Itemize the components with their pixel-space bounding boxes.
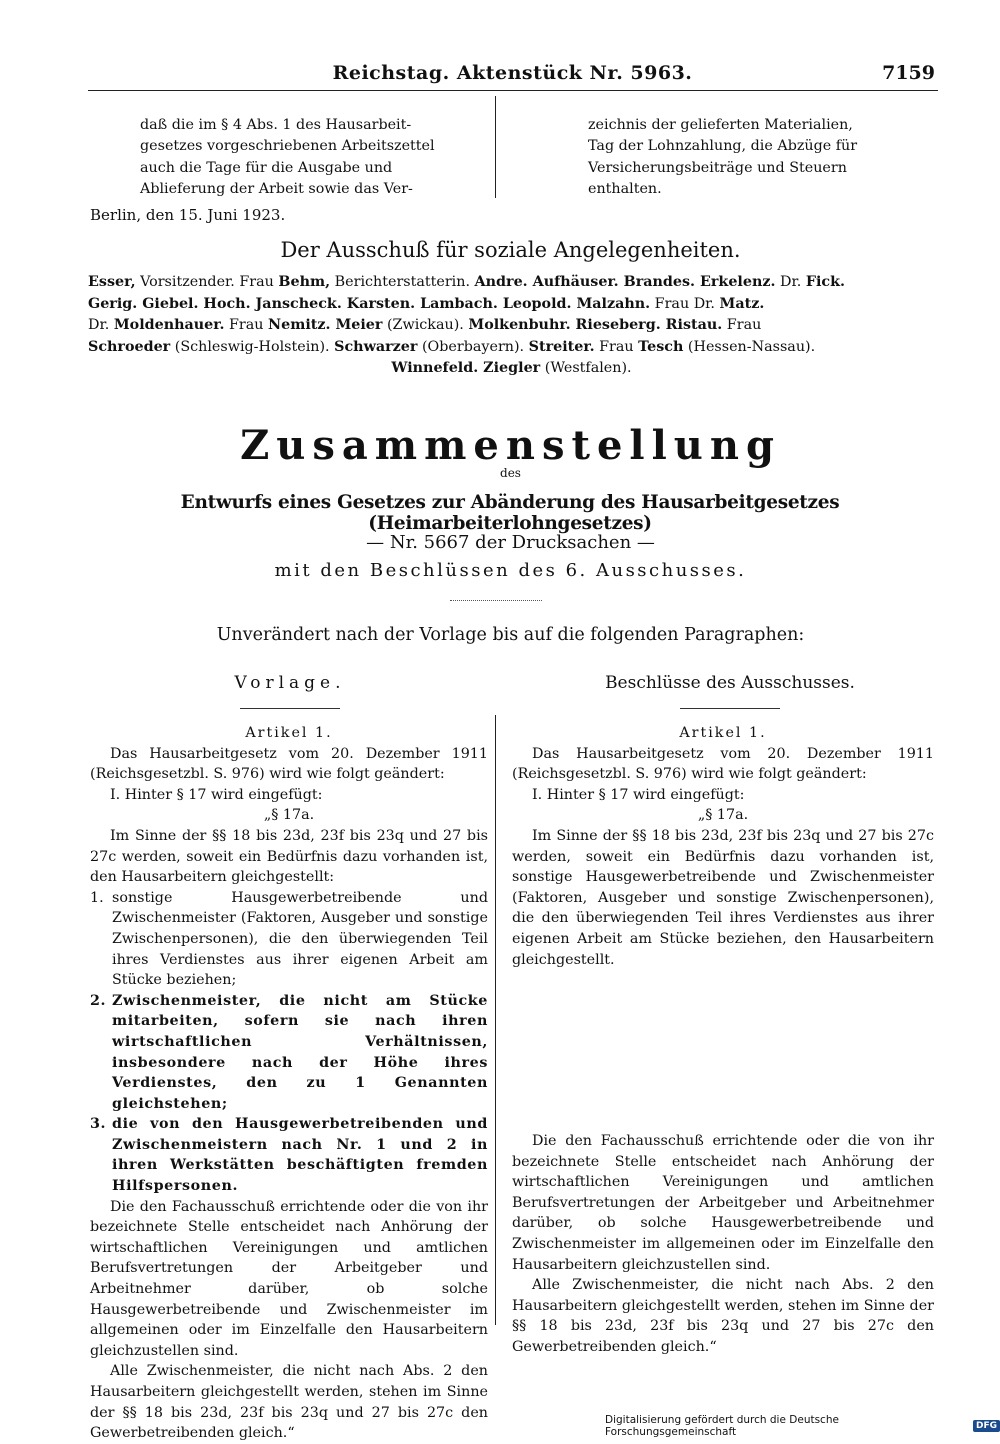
right-column-lower bbox=[512, 1131, 934, 1358]
members-line bbox=[88, 337, 935, 359]
member-name: Behm, bbox=[278, 274, 331, 290]
text-line: Tag der Lohnzahlung, die Abzüge für bbox=[588, 138, 858, 155]
member-role: (Hessen-Nassau). bbox=[683, 338, 816, 355]
des-word: des bbox=[500, 466, 521, 480]
member-role: (Zwickau). bbox=[382, 317, 469, 333]
unveraendert-line: Unverändert nach der Vorlage bis auf die folgenden Paragraphen: bbox=[216, 625, 805, 645]
member-name: Andre. Aufhäuser. Brandes. Erkelenz. bbox=[474, 274, 776, 290]
column-divider-main bbox=[495, 715, 496, 1325]
paragraph-number: „§ 17a. bbox=[697, 807, 749, 824]
column-head-beschluesse: Beschlüsse des Ausschusses. bbox=[605, 673, 855, 693]
artikel-heading: Artikel 1. bbox=[679, 725, 767, 741]
member-name: Esser, bbox=[88, 274, 136, 290]
member-name: Tesch bbox=[638, 338, 684, 355]
member-role: Frau Dr. bbox=[650, 295, 720, 312]
member-role: (Oberbayern). bbox=[417, 338, 529, 355]
member-role: (Schleswig-Holstein). bbox=[170, 338, 335, 355]
text-line: Versicherungsbeiträge und Steuern bbox=[588, 159, 847, 176]
sinne-paragraph: Im Sinne der §§ 18 bis 23d, 23f bis 23q und 27 bis 27c werden, soweit ein Bedürfnis dazu vorhanden ist, den Hausarbeitern gleichgestellt: bbox=[90, 827, 488, 886]
subtitle: Entwurfs eines Gesetzes zur Abänderung des Hausarbeitgesetzes (Heimarbeiterlohngesetzes) bbox=[180, 492, 840, 534]
members-line bbox=[88, 358, 935, 380]
list-item bbox=[90, 888, 488, 991]
header-rule bbox=[88, 90, 938, 91]
list-text: Zwischenmeister, die nicht am Stücke mitarbeiten, sofern sie nach ihren wirtschaftlichen Verhältnissen, insbesondere nach der Höhe ihres Verdienstes, den zu 1 Genannten gleichstehen; bbox=[112, 992, 488, 1112]
alle-paragraph: Alle Zwischenmeister, die nicht nach Abs. 2 den Hausarbeitern gleichgestellt werden, stehen im Sinne der §§ 18 bis 23d, 23f bis 23q und 27 bis 27c den Gewerbetreibenden gleich.“ bbox=[512, 1277, 934, 1355]
column-head-rule bbox=[240, 708, 340, 709]
intro-paragraph: Das Hausarbeitgesetz vom 20. Dezember 1911 (Reichsgesetzbl. S. 976) wird wie folgt geändert: bbox=[512, 745, 934, 783]
member-role: Berichterstatterin. bbox=[330, 274, 475, 290]
text-line: enthalten. bbox=[588, 181, 662, 198]
member-role: Frau bbox=[722, 317, 762, 333]
hinter-line: I. Hinter § 17 wird eingefügt: bbox=[110, 786, 323, 803]
member-role: (Westfalen). bbox=[540, 360, 632, 376]
decorative-rule bbox=[450, 600, 542, 601]
page-header bbox=[90, 62, 935, 90]
members-line bbox=[88, 272, 935, 294]
top-left-text bbox=[140, 115, 485, 201]
list-text: sonstige Hausgewerbetreibende und Zwischenmeister (Faktoren, Ausgeber und sonstige Zwischenpersonen), die den überwiegenden Teil ihres Verdienstes aus ihrer eigenen Arbeit am Stücke beziehen; bbox=[112, 889, 488, 989]
text-line: auch die Tage für die Ausgabe und bbox=[140, 159, 393, 176]
fach-paragraph: Die den Fachausschuß errichtende oder die von ihr bezeichnete Stelle entscheidet nach Anhörung der wirtschaftlichen Vereinigungen und amtlichen Berufsvertretungen der Arbeitgeber und Arbeitnehmer darüber, ob solche Hausgewerbetreibende und Zwischenmeister im allgemeinen oder im Einzelfalle den Hausarbeitern gleichzustellen sind. bbox=[512, 1133, 934, 1273]
hinter-line: I. Hinter § 17 wird eingefügt: bbox=[532, 786, 745, 803]
drucksache-line: — Nr. 5667 der Drucksachen — bbox=[366, 532, 655, 553]
member-name: Fick. bbox=[805, 274, 845, 290]
footer-text: Digitalisierung gefördert durch die Deutsche Forschungsgemeinschaft bbox=[605, 1414, 839, 1438]
list-number: 3. bbox=[90, 1116, 107, 1133]
committee-members bbox=[88, 272, 935, 380]
member-name: Moldenhauer. bbox=[113, 317, 225, 333]
main-title: Zusammenstellung bbox=[240, 422, 781, 469]
member-name: Molkenbuhr. Rieseberg. Ristau. bbox=[468, 317, 723, 333]
member-role: Frau bbox=[594, 338, 639, 355]
left-column bbox=[90, 723, 488, 1444]
column-head-rule bbox=[680, 708, 780, 709]
text-line: daß die im § 4 Abs. 1 des Hausarbeit- bbox=[140, 117, 412, 133]
list-item bbox=[90, 1114, 488, 1196]
artikel-heading: Artikel 1. bbox=[245, 725, 333, 741]
member-name: Matz. bbox=[719, 295, 765, 312]
member-role: Frau bbox=[224, 317, 269, 333]
text-line: zeichnis der gelieferten Materialien, bbox=[588, 117, 853, 133]
members-line bbox=[88, 315, 935, 337]
page-number: 7159 bbox=[882, 62, 935, 84]
alle-paragraph: Alle Zwischenmeister, die nicht nach Abs. 2 den Hausarbeitern gleichgestellt werden, stehen im Sinne der §§ 18 bis 23d, 23f bis 23q und 27 bis 27c den Gewerbetreibenden gleich.“ bbox=[90, 1363, 488, 1442]
member-role: Dr. bbox=[88, 317, 114, 333]
header-title: Reichstag. Aktenstück Nr. 5963. bbox=[332, 62, 693, 84]
member-role: Vorsitzender. Frau bbox=[135, 274, 279, 290]
text-line: Ablieferung der Arbeit sowie das Ver- bbox=[140, 181, 413, 198]
member-role: Dr. bbox=[775, 274, 806, 290]
member-name: Nemitz. Meier bbox=[268, 317, 383, 333]
paragraph-number: „§ 17a. bbox=[263, 807, 315, 824]
beschluss-line: mit den Beschlüssen des 6. Ausschusses. bbox=[274, 560, 747, 581]
column-divider-top bbox=[495, 96, 496, 198]
sinne-paragraph: Im Sinne der §§ 18 bis 23d, 23f bis 23q und 27 bis 27c werden, soweit ein Bedürfnis dazu vorhanden ist, sonstige Hausgewerbetreibende und Zwischenmeister (Faktoren, Ausgeber und sonstige Zwischenpersonen), die den überwiegenden Teil ihres Verdienstes aus ihrer eigenen Arbeit am Stücke beziehen, den Hausarbeitern gleichgestellt. bbox=[512, 827, 934, 968]
fach-paragraph: Die den Fachausschuß errichtende oder die von ihr bezeichnete Stelle entscheidet nach Anhörung der wirtschaftlichen Vereinigungen und amtlichen Berufsvertretungen der Arbeitgeber und Arbeitnehmer darüber, ob solche Hausgewerbetreibende und Zwischenmeister im allgemeinen oder im Einzelfalle den Hausarbeitern gleichzustellen sind. bbox=[90, 1198, 488, 1359]
members-line bbox=[88, 294, 935, 316]
date-line: Berlin, den 15. Juni 1923. bbox=[90, 206, 286, 224]
text-line: gesetzes vorgeschriebenen Arbeitszettel bbox=[140, 138, 435, 155]
committee-title: Der Ausschuß für soziale Angelegenheiten. bbox=[280, 238, 741, 262]
dfg-logo-icon: DFG bbox=[973, 1420, 1000, 1432]
right-column bbox=[512, 723, 934, 970]
list-number: 1. bbox=[90, 889, 104, 906]
list-text: die von den Hausgewerbetreibenden und Zwischenmeistern nach Nr. 1 und 2 in ihren Werkstätten beschäftigten fremden Hilfspersonen. bbox=[112, 1116, 488, 1195]
member-name: Schwarzer bbox=[334, 338, 418, 355]
intro-paragraph: Das Hausarbeitgesetz vom 20. Dezember 1911 (Reichsgesetzbl. S. 976) wird wie folgt geändert: bbox=[90, 745, 488, 783]
member-name: Schroeder bbox=[88, 338, 171, 355]
member-name: Winnefeld. Ziegler bbox=[391, 360, 541, 376]
member-name: Streiter. bbox=[528, 338, 595, 355]
list-item bbox=[90, 991, 488, 1115]
list-number: 2. bbox=[90, 992, 107, 1009]
member-name: Gerig. Giebel. Hoch. Janscheck. Karsten. Lambach. Leopold. Malzahn. bbox=[88, 295, 651, 312]
footer-credit bbox=[605, 1414, 1000, 1438]
column-head-vorlage: Vorlage. bbox=[234, 673, 346, 693]
top-right-text bbox=[588, 115, 933, 201]
